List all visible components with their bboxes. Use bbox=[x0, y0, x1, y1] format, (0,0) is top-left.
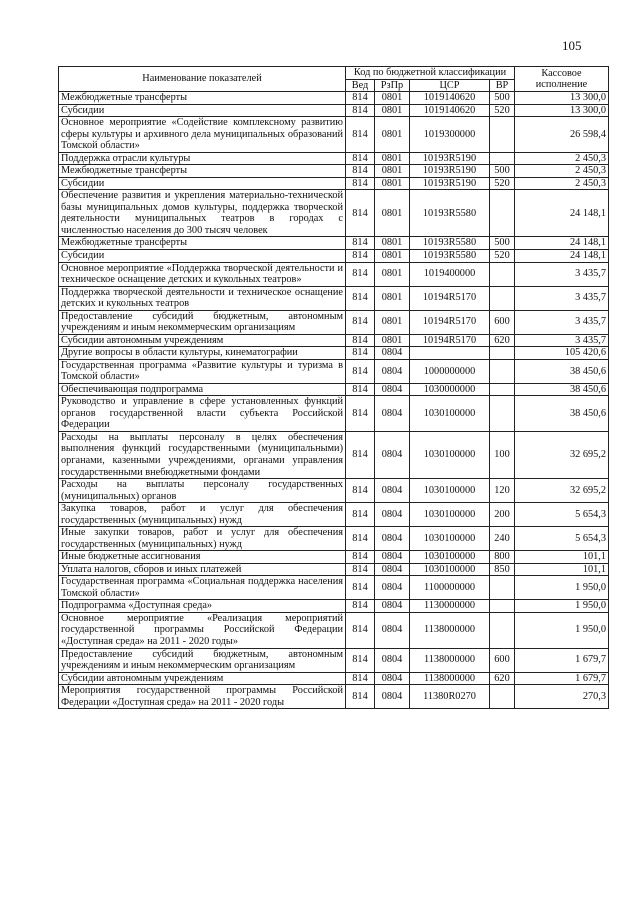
row-name: Субсидии автономным учреждениям bbox=[59, 672, 346, 685]
row-name: Иные закупки товаров, работ и услуг для обеспечения государственных (муниципальных) нужд bbox=[59, 527, 346, 551]
row-amount: 13 300,0 bbox=[515, 104, 609, 117]
row-name: Расходы на выплаты персоналу государственных (муниципальных) органов bbox=[59, 479, 346, 503]
row-ved: 814 bbox=[346, 576, 375, 600]
row-vr: 600 bbox=[490, 310, 515, 334]
row-name: Основное мероприятие «Содействие комплексному развитию сферы культуры и архивного дела муниципальных образований Томской области» bbox=[59, 117, 346, 153]
row-rzpr: 0804 bbox=[375, 347, 410, 360]
table-row bbox=[59, 563, 609, 576]
table-row bbox=[59, 249, 609, 262]
row-vr: 600 bbox=[490, 648, 515, 672]
row-ved: 814 bbox=[346, 190, 375, 237]
row-amount: 3 435,7 bbox=[515, 262, 609, 286]
row-csr: 10193R5190 bbox=[410, 177, 490, 190]
row-csr: 1130000000 bbox=[410, 600, 490, 613]
table-row bbox=[59, 347, 609, 360]
table-row bbox=[59, 92, 609, 105]
row-name: Государственная программа «Социальная поддержка населения Томской области» bbox=[59, 576, 346, 600]
row-vr: 200 bbox=[490, 503, 515, 527]
table-row bbox=[59, 396, 609, 432]
row-amount: 38 450,6 bbox=[515, 359, 609, 383]
row-csr: 1019400000 bbox=[410, 262, 490, 286]
row-amount: 24 148,1 bbox=[515, 249, 609, 262]
column-header-code-group: Код по бюджетной классификации bbox=[346, 67, 515, 80]
row-csr: 10194R5170 bbox=[410, 334, 490, 347]
row-rzpr: 0804 bbox=[375, 648, 410, 672]
table-row bbox=[59, 527, 609, 551]
column-header-amount: Кассовое исполнение bbox=[515, 67, 609, 92]
row-rzpr: 0804 bbox=[375, 479, 410, 503]
row-csr: 1030000000 bbox=[410, 383, 490, 396]
row-vr bbox=[490, 359, 515, 383]
row-rzpr: 0801 bbox=[375, 117, 410, 153]
row-vr: 500 bbox=[490, 165, 515, 178]
table-row bbox=[59, 672, 609, 685]
column-header-rzpr: РзПр bbox=[375, 79, 410, 92]
row-vr: 520 bbox=[490, 104, 515, 117]
table-row bbox=[59, 383, 609, 396]
row-rzpr: 0804 bbox=[375, 600, 410, 613]
row-amount: 1 679,7 bbox=[515, 648, 609, 672]
row-amount: 2 450,3 bbox=[515, 152, 609, 165]
table-row bbox=[59, 551, 609, 564]
row-amount: 32 695,2 bbox=[515, 431, 609, 478]
row-csr: 10193R5580 bbox=[410, 249, 490, 262]
table-row bbox=[59, 576, 609, 600]
table-row bbox=[59, 359, 609, 383]
row-amount: 1 679,7 bbox=[515, 672, 609, 685]
row-vr bbox=[490, 383, 515, 396]
row-vr bbox=[490, 347, 515, 360]
row-csr: 1000000000 bbox=[410, 359, 490, 383]
row-rzpr: 0804 bbox=[375, 359, 410, 383]
row-csr: 10193R5580 bbox=[410, 190, 490, 237]
row-ved: 814 bbox=[346, 249, 375, 262]
row-amount: 3 435,7 bbox=[515, 310, 609, 334]
row-rzpr: 0804 bbox=[375, 563, 410, 576]
row-name: Основное мероприятие «Поддержка творческой деятельности и техническое оснащение детских и кукольных театров» bbox=[59, 262, 346, 286]
row-amount: 13 300,0 bbox=[515, 92, 609, 105]
row-csr: 1019140620 bbox=[410, 104, 490, 117]
row-vr: 240 bbox=[490, 527, 515, 551]
row-vr bbox=[490, 152, 515, 165]
row-ved: 814 bbox=[346, 237, 375, 250]
row-amount: 270,3 bbox=[515, 685, 609, 709]
row-ved: 814 bbox=[346, 551, 375, 564]
row-vr bbox=[490, 600, 515, 613]
row-ved: 814 bbox=[346, 672, 375, 685]
row-csr: 10193R5190 bbox=[410, 152, 490, 165]
table-row bbox=[59, 190, 609, 237]
row-rzpr: 0804 bbox=[375, 551, 410, 564]
row-vr bbox=[490, 576, 515, 600]
row-amount: 2 450,3 bbox=[515, 177, 609, 190]
row-ved: 814 bbox=[346, 286, 375, 310]
table-row bbox=[59, 286, 609, 310]
row-vr bbox=[490, 286, 515, 310]
row-name: Субсидии bbox=[59, 177, 346, 190]
row-vr bbox=[490, 396, 515, 432]
row-name: Предоставление субсидий бюджетным, автономным учреждениям и иным некоммерческим организациям bbox=[59, 310, 346, 334]
column-header-vr: ВР bbox=[490, 79, 515, 92]
row-rzpr: 0801 bbox=[375, 177, 410, 190]
row-amount: 105 420,6 bbox=[515, 347, 609, 360]
row-ved: 814 bbox=[346, 479, 375, 503]
row-rzpr: 0801 bbox=[375, 249, 410, 262]
row-name: Закупка товаров, работ и услуг для обеспечения государственных (муниципальных) нужд bbox=[59, 503, 346, 527]
row-name: Субсидии bbox=[59, 249, 346, 262]
table-body bbox=[59, 92, 609, 709]
row-ved: 814 bbox=[346, 177, 375, 190]
row-name: Мероприятия государственной программы Российской Федерации «Доступная среда» на 2011 - 2020 годы bbox=[59, 685, 346, 709]
row-ved: 814 bbox=[346, 685, 375, 709]
row-name: Подпрограмма «Доступная среда» bbox=[59, 600, 346, 613]
row-ved: 814 bbox=[346, 396, 375, 432]
row-amount: 1 950,0 bbox=[515, 612, 609, 648]
table-row bbox=[59, 431, 609, 478]
table-row bbox=[59, 479, 609, 503]
row-name: Другие вопросы в области культуры, кинематографии bbox=[59, 347, 346, 360]
row-ved: 814 bbox=[346, 359, 375, 383]
row-amount: 5 654,3 bbox=[515, 503, 609, 527]
table-row bbox=[59, 685, 609, 709]
row-rzpr: 0801 bbox=[375, 334, 410, 347]
row-ved: 814 bbox=[346, 262, 375, 286]
row-rzpr: 0801 bbox=[375, 237, 410, 250]
row-csr: 1138000000 bbox=[410, 648, 490, 672]
row-amount: 3 435,7 bbox=[515, 286, 609, 310]
row-vr: 850 bbox=[490, 563, 515, 576]
row-vr: 520 bbox=[490, 177, 515, 190]
row-amount: 3 435,7 bbox=[515, 334, 609, 347]
table-row bbox=[59, 165, 609, 178]
row-rzpr: 0804 bbox=[375, 672, 410, 685]
row-name: Основное мероприятие «Реализация мероприятий государственной программы Российской Федерации «Доступная среда» на 2011 - 2020 годы» bbox=[59, 612, 346, 648]
row-amount: 24 148,1 bbox=[515, 237, 609, 250]
page-number: 105 bbox=[562, 38, 582, 53]
row-amount: 1 950,0 bbox=[515, 600, 609, 613]
row-rzpr: 0804 bbox=[375, 612, 410, 648]
row-name: Государственная программа «Развитие культуры и туризма в Томской области» bbox=[59, 359, 346, 383]
row-ved: 814 bbox=[346, 648, 375, 672]
row-name: Уплата налогов, сборов и иных платежей bbox=[59, 563, 346, 576]
row-rzpr: 0804 bbox=[375, 383, 410, 396]
column-header-name: Наименование показателей bbox=[59, 67, 346, 92]
row-csr: 1030100000 bbox=[410, 503, 490, 527]
table-row bbox=[59, 237, 609, 250]
row-vr bbox=[490, 612, 515, 648]
row-csr: 10193R5580 bbox=[410, 237, 490, 250]
row-amount: 26 598,4 bbox=[515, 117, 609, 153]
row-ved: 814 bbox=[346, 600, 375, 613]
row-amount: 38 450,6 bbox=[515, 383, 609, 396]
row-csr: 1138000000 bbox=[410, 672, 490, 685]
row-name: Поддержка творческой деятельности и техническое оснащение детских и кукольных театров bbox=[59, 286, 346, 310]
row-amount: 2 450,3 bbox=[515, 165, 609, 178]
row-csr: 1030100000 bbox=[410, 527, 490, 551]
row-rzpr: 0804 bbox=[375, 685, 410, 709]
table-row bbox=[59, 334, 609, 347]
table-row bbox=[59, 152, 609, 165]
row-ved: 814 bbox=[346, 347, 375, 360]
row-ved: 814 bbox=[346, 334, 375, 347]
row-ved: 814 bbox=[346, 92, 375, 105]
row-csr: 10194R5170 bbox=[410, 310, 490, 334]
table-row bbox=[59, 612, 609, 648]
table-row bbox=[59, 310, 609, 334]
row-csr: 1030100000 bbox=[410, 396, 490, 432]
row-name: Межбюджетные трансферты bbox=[59, 92, 346, 105]
row-csr bbox=[410, 347, 490, 360]
row-csr: 1030100000 bbox=[410, 431, 490, 478]
row-name: Предоставление субсидий бюджетным, автономным учреждениям и иным некоммерческим организациям bbox=[59, 648, 346, 672]
row-ved: 814 bbox=[346, 104, 375, 117]
row-ved: 814 bbox=[346, 165, 375, 178]
row-rzpr: 0801 bbox=[375, 104, 410, 117]
row-csr: 1019300000 bbox=[410, 117, 490, 153]
table-row bbox=[59, 177, 609, 190]
row-name: Межбюджетные трансферты bbox=[59, 237, 346, 250]
row-csr: 1030100000 bbox=[410, 551, 490, 564]
column-header-csr: ЦСР bbox=[410, 79, 490, 92]
row-vr: 800 bbox=[490, 551, 515, 564]
table-row bbox=[59, 503, 609, 527]
row-rzpr: 0801 bbox=[375, 92, 410, 105]
row-ved: 814 bbox=[346, 527, 375, 551]
row-amount: 101,1 bbox=[515, 563, 609, 576]
row-ved: 814 bbox=[346, 612, 375, 648]
row-vr bbox=[490, 190, 515, 237]
row-ved: 814 bbox=[346, 563, 375, 576]
row-ved: 814 bbox=[346, 431, 375, 478]
row-name: Иные бюджетные ассигнования bbox=[59, 551, 346, 564]
row-csr: 10194R5170 bbox=[410, 286, 490, 310]
row-vr: 520 bbox=[490, 249, 515, 262]
row-rzpr: 0801 bbox=[375, 165, 410, 178]
row-rzpr: 0801 bbox=[375, 152, 410, 165]
row-name: Обеспечение развития и укрепления материально-технической базы муниципальных домов культуры, поддержка творческой деятельности муниципальных театров в городах с численностью населения до 300 тысяч человек bbox=[59, 190, 346, 237]
row-amount: 5 654,3 bbox=[515, 527, 609, 551]
row-csr: 1100000000 bbox=[410, 576, 490, 600]
row-amount: 101,1 bbox=[515, 551, 609, 564]
row-vr: 100 bbox=[490, 431, 515, 478]
row-name: Межбюджетные трансферты bbox=[59, 165, 346, 178]
row-csr: 1019140620 bbox=[410, 92, 490, 105]
row-name: Руководство и управление в сфере установленных функций органов государственной власти субъекта Российской Федерации bbox=[59, 396, 346, 432]
table-row bbox=[59, 600, 609, 613]
row-amount: 24 148,1 bbox=[515, 190, 609, 237]
row-vr bbox=[490, 262, 515, 286]
row-vr: 500 bbox=[490, 237, 515, 250]
row-csr: 1030100000 bbox=[410, 479, 490, 503]
row-ved: 814 bbox=[346, 117, 375, 153]
row-rzpr: 0801 bbox=[375, 286, 410, 310]
row-ved: 814 bbox=[346, 503, 375, 527]
row-amount: 1 950,0 bbox=[515, 576, 609, 600]
row-vr: 500 bbox=[490, 92, 515, 105]
row-name: Субсидии автономным учреждениям bbox=[59, 334, 346, 347]
table-row bbox=[59, 648, 609, 672]
row-name: Субсидии bbox=[59, 104, 346, 117]
row-rzpr: 0804 bbox=[375, 576, 410, 600]
budget-table bbox=[58, 66, 609, 709]
table-row bbox=[59, 262, 609, 286]
row-ved: 814 bbox=[346, 383, 375, 396]
row-rzpr: 0804 bbox=[375, 527, 410, 551]
row-name: Расходы на выплаты персоналу в целях обеспечения выполнения функций государственными (муниципальными) органами, казенными учреждениями, органами управления государственными внебюджетными фондами bbox=[59, 431, 346, 478]
table-row bbox=[59, 104, 609, 117]
row-rzpr: 0804 bbox=[375, 396, 410, 432]
row-vr: 620 bbox=[490, 672, 515, 685]
row-ved: 814 bbox=[346, 310, 375, 334]
row-csr: 1030100000 bbox=[410, 563, 490, 576]
row-csr: 1138000000 bbox=[410, 612, 490, 648]
row-name: Поддержка отрасли культуры bbox=[59, 152, 346, 165]
row-amount: 38 450,6 bbox=[515, 396, 609, 432]
row-vr bbox=[490, 117, 515, 153]
row-ved: 814 bbox=[346, 152, 375, 165]
row-csr: 10193R5190 bbox=[410, 165, 490, 178]
row-rzpr: 0801 bbox=[375, 262, 410, 286]
row-rzpr: 0804 bbox=[375, 503, 410, 527]
row-vr: 620 bbox=[490, 334, 515, 347]
row-rzpr: 0804 bbox=[375, 431, 410, 478]
row-amount: 32 695,2 bbox=[515, 479, 609, 503]
row-name: Обеспечивающая подпрограмма bbox=[59, 383, 346, 396]
row-rzpr: 0801 bbox=[375, 190, 410, 237]
column-header-ved: Вед bbox=[346, 79, 375, 92]
row-rzpr: 0801 bbox=[375, 310, 410, 334]
row-vr: 120 bbox=[490, 479, 515, 503]
table-row bbox=[59, 117, 609, 153]
row-vr bbox=[490, 685, 515, 709]
row-csr: 11380R0270 bbox=[410, 685, 490, 709]
